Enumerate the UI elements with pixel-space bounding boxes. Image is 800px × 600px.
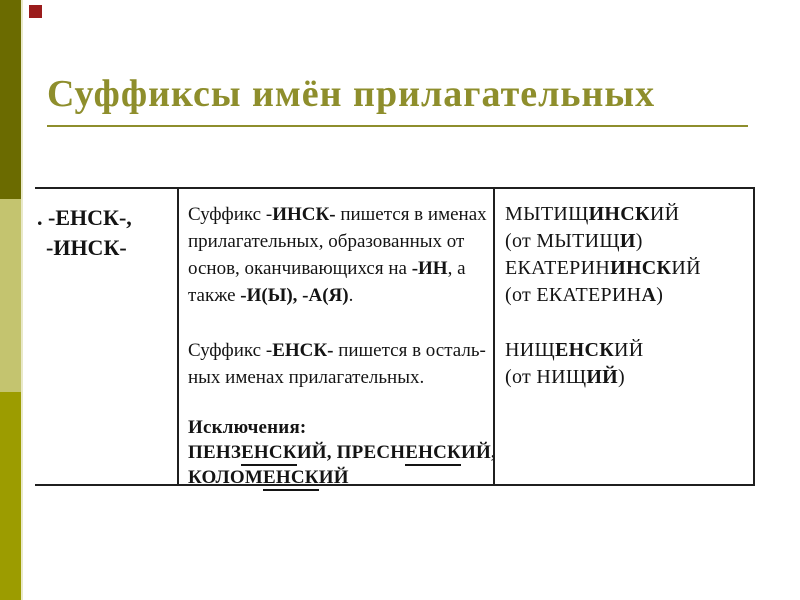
sidebar-bar-light [0, 199, 21, 392]
examples-ensk-block: НИЩЕНСКИЙ (от НИЩИЙ) [505, 339, 644, 388]
table-cell-suffixes: . -ЕНСК-, -ИНСК- [37, 205, 132, 260]
rule-insk-paragraph: Суффикс -ИНСК- пишется в именах прилагательных, образованных от основ, оканчивающихся на -ИН, а также -И(Ы), -А(Я). [188, 204, 487, 306]
table-cell-examples [493, 189, 755, 484]
table-cell-rules [177, 189, 496, 488]
sidebar-bar-dark [0, 0, 21, 199]
accent-square [29, 5, 42, 18]
exceptions-paragraph: Исключения: ПЕНЗЕНСКИЙ, ПРЕСНЕНСКИЙ, КОЛОМЕНСКИЙ [188, 415, 487, 490]
title-underline-rule [47, 125, 748, 127]
suffix-rules-table [35, 187, 755, 486]
sidebar-bar-medium [0, 392, 21, 600]
sidebar-edge-line [21, 0, 23, 600]
slide-title: Суффиксы имён прилагательных [47, 73, 656, 115]
rule-ensk-paragraph: Суффикс -ЕНСК- пишется в осталь- ных именах прилагательных. [188, 340, 486, 388]
examples-insk-block: МЫТИЩИНСКИЙ (от МЫТИЩИ) ЕКАТЕРИНИНСКИЙ (от ЕКАТЕРИНА) [505, 203, 701, 306]
